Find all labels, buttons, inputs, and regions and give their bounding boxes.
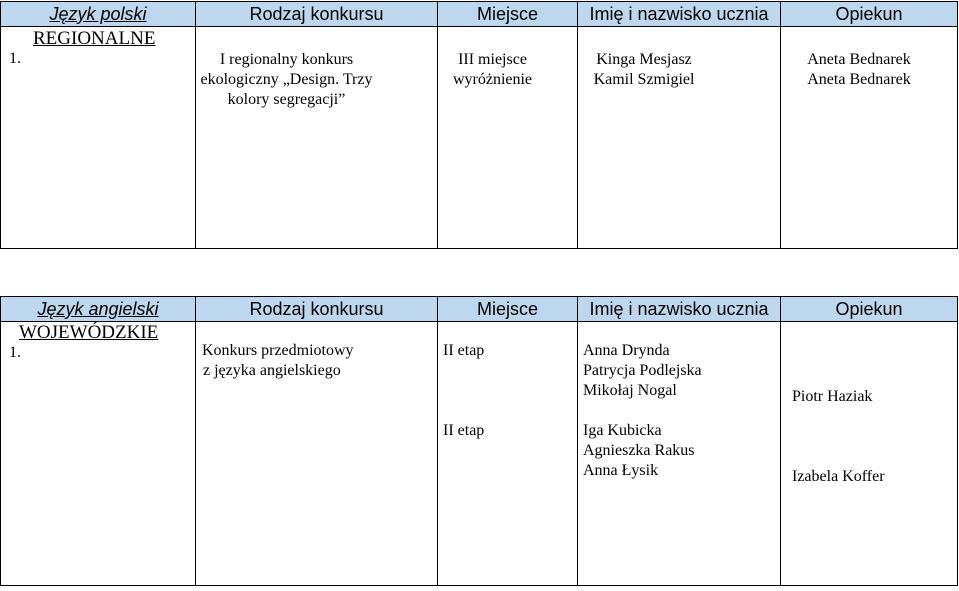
student-name: Kinga Mesjasz (596, 51, 692, 68)
competition-line: z języka angielskiego (203, 362, 341, 379)
header-student-name: Imię i nazwisko ucznia (578, 297, 781, 322)
polish-header-row (1, 2, 958, 27)
student-name: Iga Kubicka (583, 422, 662, 439)
english-place-cell (438, 322, 578, 586)
english-tutor-cell (781, 322, 958, 586)
competition-line: kolory segregacji” (227, 91, 346, 108)
student-name: Anna Łysik (583, 462, 659, 479)
english-row (1, 322, 958, 586)
english-table (0, 296, 958, 586)
polish-competition-cell (196, 27, 438, 249)
english-students-cell (578, 322, 781, 586)
header-subject: Język polski (1, 2, 196, 27)
competition-line: Konkurs przedmiotowy (202, 342, 354, 359)
polish-category-cell (1, 27, 196, 249)
header-competition-type: Rodzaj konkursu (196, 2, 438, 27)
row-number: 1. (9, 50, 21, 67)
polish-tutor-cell (781, 27, 958, 249)
english-category-cell (1, 322, 196, 586)
header-subject: Język angielski (1, 297, 196, 322)
place-value: II etap (443, 342, 485, 359)
tutor-name: Izabela Koffer (792, 468, 885, 485)
tutor-name: Aneta Bednarek (807, 51, 911, 68)
header-place: Miejsce (438, 297, 578, 322)
english-header-row (1, 297, 958, 322)
student-name: Anna Drynda (583, 342, 670, 359)
student-name: Kamil Szmigiel (593, 71, 695, 88)
header-tutor: Opiekun (781, 297, 958, 322)
tutor-name: Piotr Haziak (792, 388, 873, 405)
category-label: WOJEWÓDZKIE (19, 322, 159, 343)
competition-line: ekologiczny „Design. Trzy (200, 71, 373, 88)
competition-line: I regionalny konkurs (219, 51, 354, 68)
student-name: Mikołaj Nogal (583, 382, 677, 399)
header-student-name: Imię i nazwisko ucznia (578, 2, 781, 27)
header-competition-type: Rodzaj konkursu (196, 297, 438, 322)
place-value: III miejsce (458, 51, 527, 68)
polish-place-cell (438, 27, 578, 249)
polish-table (0, 1, 958, 249)
english-competition-cell (196, 322, 438, 586)
polish-students-cell (578, 27, 781, 249)
tutor-name: Aneta Bednarek (807, 71, 911, 88)
header-place: Miejsce (438, 2, 578, 27)
polish-row (1, 27, 958, 249)
category-label: REGIONALNE (33, 28, 156, 49)
student-name: Patrycja Podlejska (583, 362, 702, 379)
student-name: Agnieszka Rakus (583, 442, 695, 459)
place-value: II etap (443, 422, 485, 439)
row-number: 1. (9, 344, 21, 361)
header-tutor: Opiekun (781, 2, 958, 27)
place-value: wyróżnienie (452, 71, 533, 88)
